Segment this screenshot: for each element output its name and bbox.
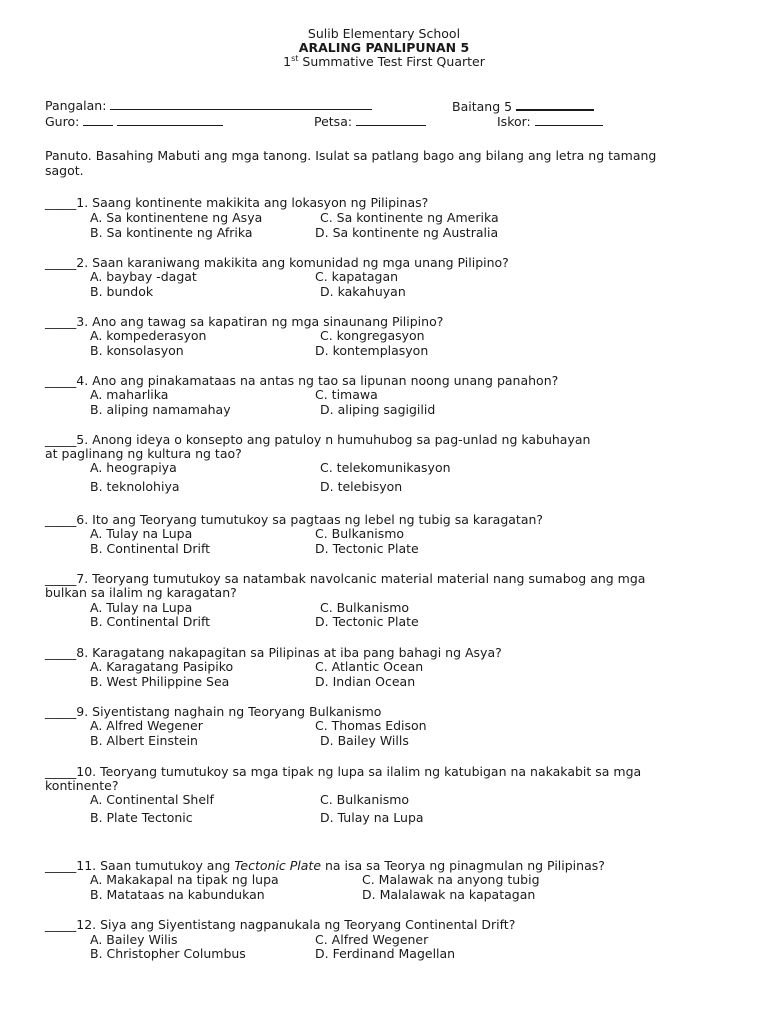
choice-10b: B. Plate Tectonic <box>90 810 193 825</box>
teacher-blank-1[interactable] <box>83 114 113 126</box>
date-blank[interactable] <box>356 114 426 126</box>
subject-title: ARALING PANLIPUNAN 5 <box>298 40 470 55</box>
choice-4d: D. aliping sagigilid <box>320 402 436 417</box>
question-11: _____11. Saan tumutukoy ang Tectonic Plate na isa sa Teorya ng pinagmulan ng Pilipinas? <box>45 858 605 873</box>
choice-10c: C. Bulkanismo <box>320 792 410 807</box>
choice-8b: B. West Philippine Sea <box>90 674 230 689</box>
choice-2c: C. kapatagan <box>315 269 399 284</box>
teacher-label: Guro: <box>45 114 84 129</box>
choice-12d: D. Ferdinand Magellan <box>315 946 456 961</box>
choice-12b: B. Christopher Columbus <box>90 946 246 961</box>
name-field <box>45 98 372 113</box>
grade-field <box>452 98 594 114</box>
score-label: Iskor: <box>497 114 535 129</box>
choice-12c: C. Alfred Wegener <box>315 932 429 947</box>
question-7: _____7. Teoryang tumutukoy sa natambak navolcanic material material nang sumabog ang mga <box>45 571 646 586</box>
choice-3b: B. konsolasyon <box>90 343 184 358</box>
instructions-line-1: Panuto. Basahing Mabuti ang mga tanong. Isulat sa patlang bago ang bilang ang letra ng tamang <box>45 148 657 163</box>
date-field <box>314 114 426 129</box>
question-4: _____4. Ano ang pinakamataas na antas ng tao sa lipunan noong unang panahon? <box>45 373 559 388</box>
question-7-cont: bulkan sa ilalim ng karagatan? <box>45 585 237 600</box>
teacher-blank-2[interactable] <box>117 114 223 126</box>
choice-11d: D. Malalawak na kapatagan <box>362 887 536 902</box>
choice-9d: D. Bailey Wills <box>320 733 409 748</box>
question-12: _____12. Siya ang Siyentistang nagpanukala ng Teoryang Continental Drift? <box>45 917 516 932</box>
teacher-field <box>45 114 223 129</box>
choice-6b: B. Continental Drift <box>90 541 211 556</box>
score-field <box>497 114 603 129</box>
choice-2d: D. kakahuyan <box>320 284 406 299</box>
choice-5b: B. teknolohiya <box>90 479 180 494</box>
question-10: _____10. Teoryang tumutukoy sa mga tipak ng lupa sa ilalim ng katubigan na nakakabit sa mga <box>45 764 642 779</box>
choice-2b: B. bundok <box>90 284 154 299</box>
choice-4b: B. aliping namamahay <box>90 402 231 417</box>
question-5-cont: at paglinang ng kultura ng tao? <box>45 446 242 461</box>
choice-7d: D. Tectonic Plate <box>315 614 419 629</box>
choice-9c: C. Thomas Edison <box>315 718 427 733</box>
choice-8a: A. Karagatang Pasipiko <box>90 659 234 674</box>
choice-9a: A. Alfred Wegener <box>90 718 203 733</box>
instructions-line-2: sagot. <box>45 163 84 178</box>
name-blank[interactable] <box>110 98 372 110</box>
choice-8d: D. Indian Ocean <box>315 674 416 689</box>
choice-8c: C. Atlantic Ocean <box>315 659 424 674</box>
grade-label: Baitang 5 <box>452 99 517 114</box>
choice-2a: A. baybay -dagat <box>90 269 197 284</box>
score-blank[interactable] <box>535 114 603 126</box>
choice-1a: A. Sa kontinentene ng Asya <box>90 210 263 225</box>
choice-11a: A. Makakapal na tipak ng lupa <box>90 872 279 887</box>
question-6: _____6. Ito ang Teoryang tumutukoy sa pagtaas ng lebel ng tubig sa karagatan? <box>45 512 544 527</box>
choice-1b: B. Sa kontinente ng Afrika <box>90 225 253 240</box>
choice-5d: D. telebisyon <box>320 479 403 494</box>
choice-1c: C. Sa kontinente ng Amerika <box>320 210 499 225</box>
choice-7b: B. Continental Drift <box>90 614 211 629</box>
choice-10d: D. Tulay na Lupa <box>320 810 424 825</box>
question-8: _____8. Karagatang nakapagitan sa Pilipinas at iba pang bahagi ng Asya? <box>45 645 502 660</box>
question-10-cont: kontinente? <box>45 778 119 793</box>
choice-11b: B. Matataas na kabundukan <box>90 887 265 902</box>
choice-11c: C. Malawak na anyong tubig <box>362 872 540 887</box>
choice-3c: C. kongregasyon <box>320 328 425 343</box>
choice-5a: A. heograpiya <box>90 460 177 475</box>
choice-12a: A. Bailey Wilis <box>90 932 178 947</box>
choice-6d: D. Tectonic Plate <box>315 541 419 556</box>
test-title: 1st Summative Test First Quarter <box>283 53 485 69</box>
school-name: Sulib Elementary School <box>307 26 461 41</box>
question-5: _____5. Anong ideya o konsepto ang patuloy n humuhubog sa pag-unlad ng kabuhayan <box>45 432 591 447</box>
choice-7a: A. Tulay na Lupa <box>90 600 193 615</box>
choice-5c: C. telekomunikasyon <box>320 460 451 475</box>
choice-10a: A. Continental Shelf <box>90 792 214 807</box>
question-2: _____2. Saan karaniwang makikita ang komunidad ng mga unang Pilipino? <box>45 255 509 270</box>
grade-blank[interactable] <box>516 98 594 111</box>
choice-3d: D. kontemplasyon <box>315 343 429 358</box>
question-1: _____1. Saang kontinente makikita ang lokasyon ng Pilipinas? <box>45 195 429 210</box>
choice-7c: C. Bulkanismo <box>320 600 410 615</box>
date-label: Petsa: <box>314 114 357 129</box>
choice-9b: B. Albert Einstein <box>90 733 198 748</box>
question-9: _____9. Siyentistang naghain ng Teoryang Bulkanismo <box>45 704 382 719</box>
choice-1d: D. Sa kontinente ng Australia <box>315 225 499 240</box>
choice-3a: A. kompederasyon <box>90 328 207 343</box>
name-label: Pangalan: <box>45 98 111 113</box>
choice-4c: C. timawa <box>315 387 378 402</box>
choice-6c: C. Bulkanismo <box>315 526 405 541</box>
choice-4a: A. maharlika <box>90 387 169 402</box>
question-3: _____3. Ano ang tawag sa kapatiran ng mga sinaunang Pilipino? <box>45 314 444 329</box>
choice-6a: A. Tulay na Lupa <box>90 526 193 541</box>
